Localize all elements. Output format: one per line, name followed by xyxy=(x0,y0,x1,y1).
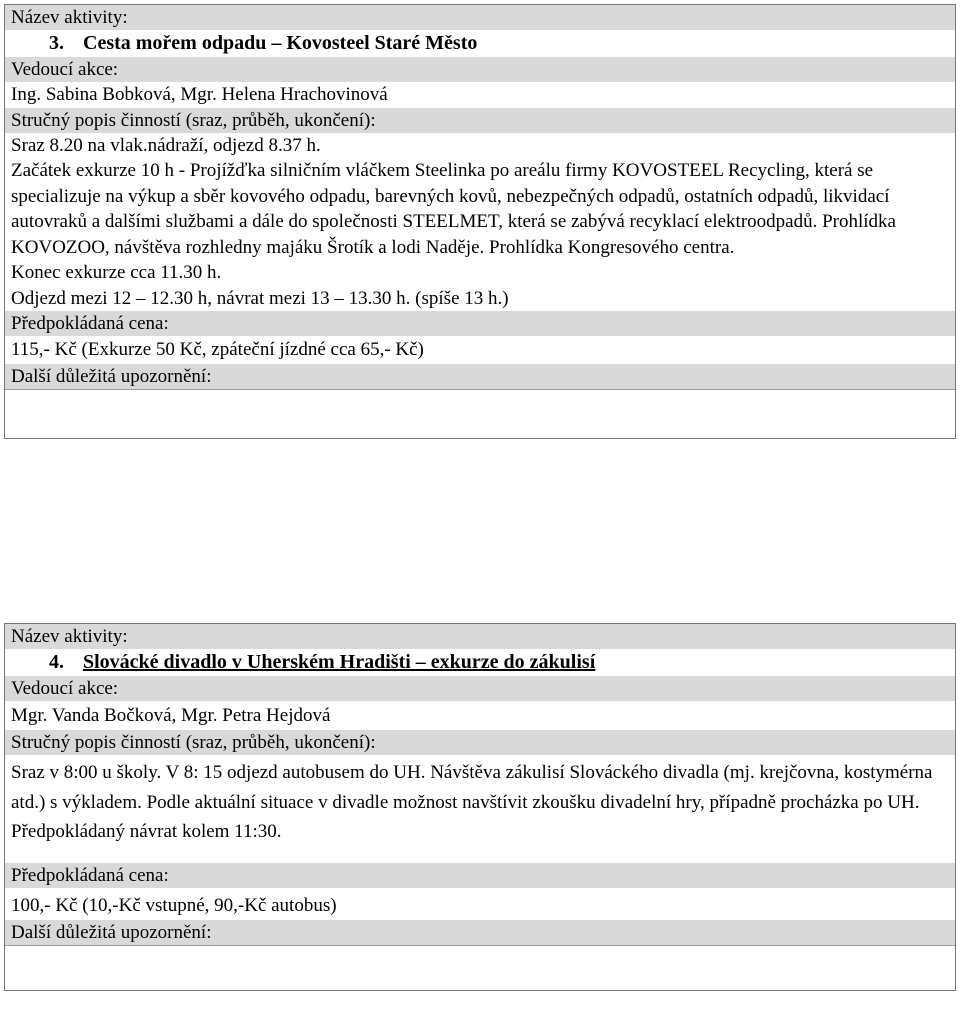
activity-form-4 xyxy=(4,623,956,991)
description-line: Sraz v 8:00 u školy. V 8: 15 odjezd autobusem do UH. Návštěva zákulisí Slováckého divadla (mj. krejčovna, kostymérna atd.) s výkladem. Podle aktuální situace v divadle možnost navštívit zkoušku divadelní hry, případně procházka po UH. Předpokládaný návrat kolem 11:30. xyxy=(11,762,933,842)
notes-value xyxy=(5,389,955,438)
activity-title xyxy=(5,30,955,57)
price-value: 100,- Kč (10,-Kč vstupné, 90,-Kč autobus) xyxy=(5,888,955,920)
description-value xyxy=(5,755,955,847)
description-line: Odjezd mezi 12 – 12.30 h, návrat mezi 13 – 13.30 h. (spíše 13 h.) xyxy=(11,287,509,309)
price-value: 115,- Kč (Exkurze 50 Kč, zpáteční jízdné cca 65,- Kč) xyxy=(5,336,955,364)
activity-name-label: Název aktivity: xyxy=(5,5,955,30)
leader-value: Mgr. Vanda Bočková, Mgr. Petra Hejdová xyxy=(5,701,955,730)
notes-value xyxy=(5,945,955,990)
activity-title-text: Slovácké divadlo v Uherském Hradišti – exkurze do zákulisí xyxy=(83,651,596,673)
description-label: Stručný popis činností (sraz, průběh, ukončení): xyxy=(5,108,955,133)
description-label: Stručný popis činností (sraz, průběh, ukončení): xyxy=(5,730,955,755)
activity-number: 3. xyxy=(49,32,64,54)
activity-title-text: Cesta mořem odpadu – Kovosteel Staré Město xyxy=(83,32,478,54)
price-label: Předpokládaná cena: xyxy=(5,311,955,336)
activity-form-3 xyxy=(4,4,956,439)
leader-label: Vedoucí akce: xyxy=(5,676,955,701)
description-value xyxy=(5,133,955,312)
price-label: Předpokládaná cena: xyxy=(5,863,955,888)
notes-label: Další důležitá upozornění: xyxy=(5,364,955,389)
activity-name-label: Název aktivity: xyxy=(5,624,955,649)
description-line: Sraz 8.20 na vlak.nádraží, odjezd 8.37 h. xyxy=(11,134,321,156)
leader-label: Vedoucí akce: xyxy=(5,57,955,82)
activity-title xyxy=(5,649,955,676)
description-line: Začátek exkurze 10 h - Projížďka silničním vláčkem Steelinka po areálu firmy KOVOSTEEL Recycling, která se specializuje na výkup a sběr kovového odpadu, barevných kovů, nebezpečných odpadů, ostatních odpadů, likvidací autovraků a dalšími službami a dále do společnosti STEELMET, která se zabývá recyklací elektroodpadů. Prohlídka KOVOZOO, návštěva rozhledny majáku Šrotík a lodi Naděje. Prohlídka Kongresového centra. xyxy=(11,160,896,258)
leader-value: Ing. Sabina Bobková, Mgr. Helena Hrachovinová xyxy=(5,82,955,108)
notes-label: Další důležitá upozornění: xyxy=(5,920,955,945)
activity-number: 4. xyxy=(49,651,64,673)
spacer xyxy=(5,847,955,863)
description-line: Konec exkurze cca 11.30 h. xyxy=(11,262,222,283)
